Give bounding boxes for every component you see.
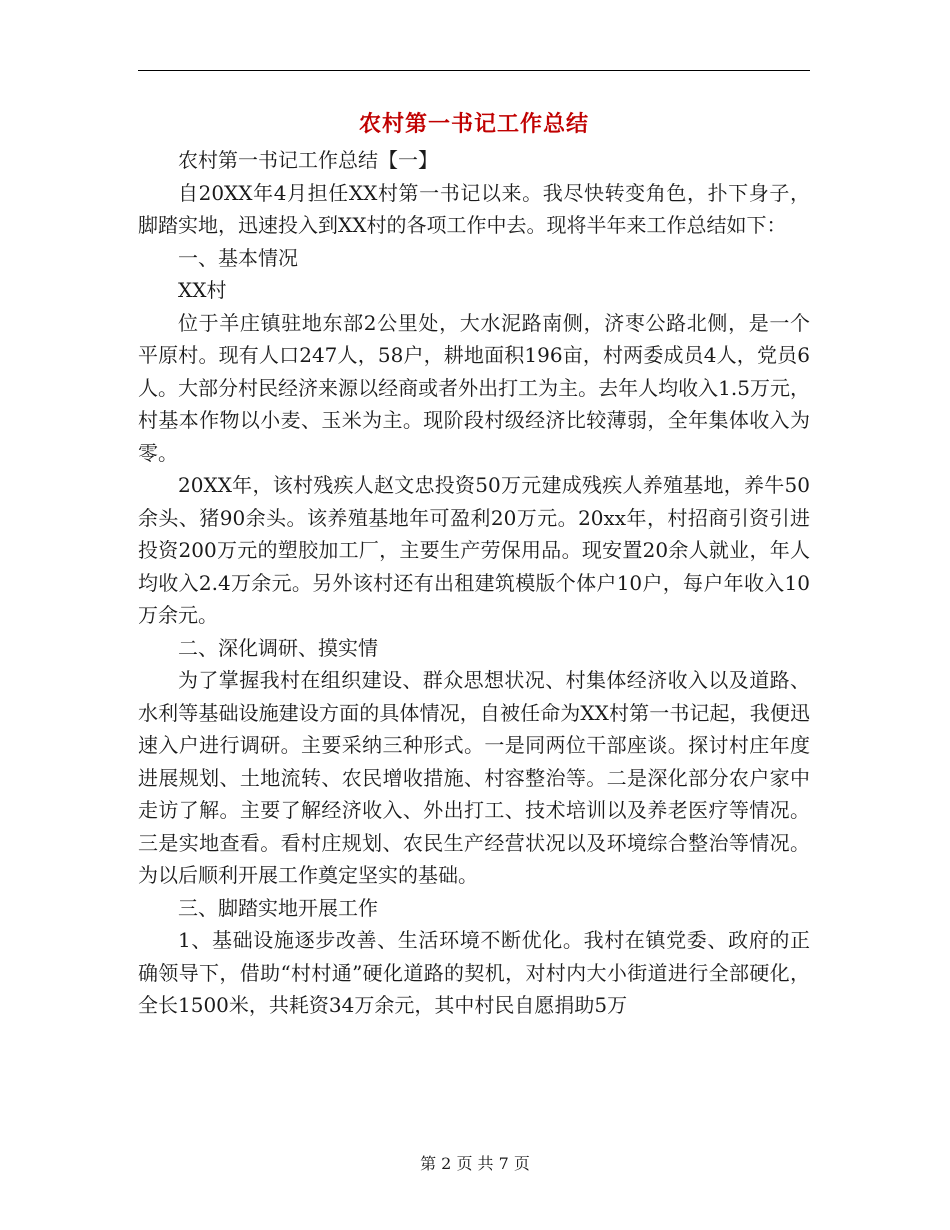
paragraph-intro: 自20XX年4月担任XX村第一书记以来。我尽快转变角色，扑下身子，脚踏实地，迅速投入到XX村的各项工作中去。现将半年来工作总结如下： [138,180,810,237]
page-number: 第 2 页 共 7 页 [420,1154,530,1173]
header-rule [138,70,810,71]
document-title: 农村第一书记工作总结 [358,112,589,137]
paragraph-heading-research: 二、深化调研、摸实情 [178,635,378,660]
paragraph-heading-work: 三、脚踏实地开展工作 [178,895,378,920]
paragraph-heading-basic: 一、基本情况 [178,245,298,270]
paragraph-investment: 20XX年，该村残疾人赵文忠投资50万元建成残疾人养殖基地，养牛50余头、猪90余头。该养殖基地年可盈利20万元。20xx年，村招商引资引进投资200万元的塑胶加工厂，主要生产劳保用品。现安置20余人就业，年人均收入2.4万余元。另外该村还有出租建筑模版个体户10户，每户年收入10万余元。 [138,473,810,627]
paragraph-location: 位于羊庄镇驻地东部2公里处，大水泥路南侧，济枣公路北侧，是一个平原村。现有人口247人，58户，耕地面积196亩，村两委成员4人，党员6人。大部分村民经济来源以经商或者外出打工为主。去年人均收入1.5万元，村基本作物以小麦、玉米为主。现阶段村级经济比较薄弱，全年集体收入为零。 [138,310,810,465]
document-body [138,144,810,1022]
paragraph-section-heading: 农村第一书记工作总结【一】 [178,148,438,172]
paragraph-research: 为了掌握我村在组织建设、群众思想状况、村集体经济收入以及道路、水利等基础设施建设方面的具体情况，自被任命为XX村第一书记起，我便迅速入户进行调研。主要采纳三种形式。一是同两位干部座谈。探讨村庄年度进展规划、土地流转、农民增收措施、村容整治等。二是深化部分农户家中走访了解。主要了解经济收入、外出打工、技术培训以及养老医疗等情况。三是实地查看。看村庄规划、农民生产经营状况以及环境综合整治等情况。为以后顺利开展工作奠定坚实的基础。 [138,668,810,887]
paragraph-village-name: XX村 [178,278,227,302]
paragraph-infrastructure: 1、基础设施逐步改善、生活环境不断优化。我村在镇党委、政府的正确领导下，借助“村村通”硬化道路的契机，对村内大小街道进行全部硬化，全长1500米，共耗资34万余元，其中村民自愿捐助5万 [138,928,810,1017]
